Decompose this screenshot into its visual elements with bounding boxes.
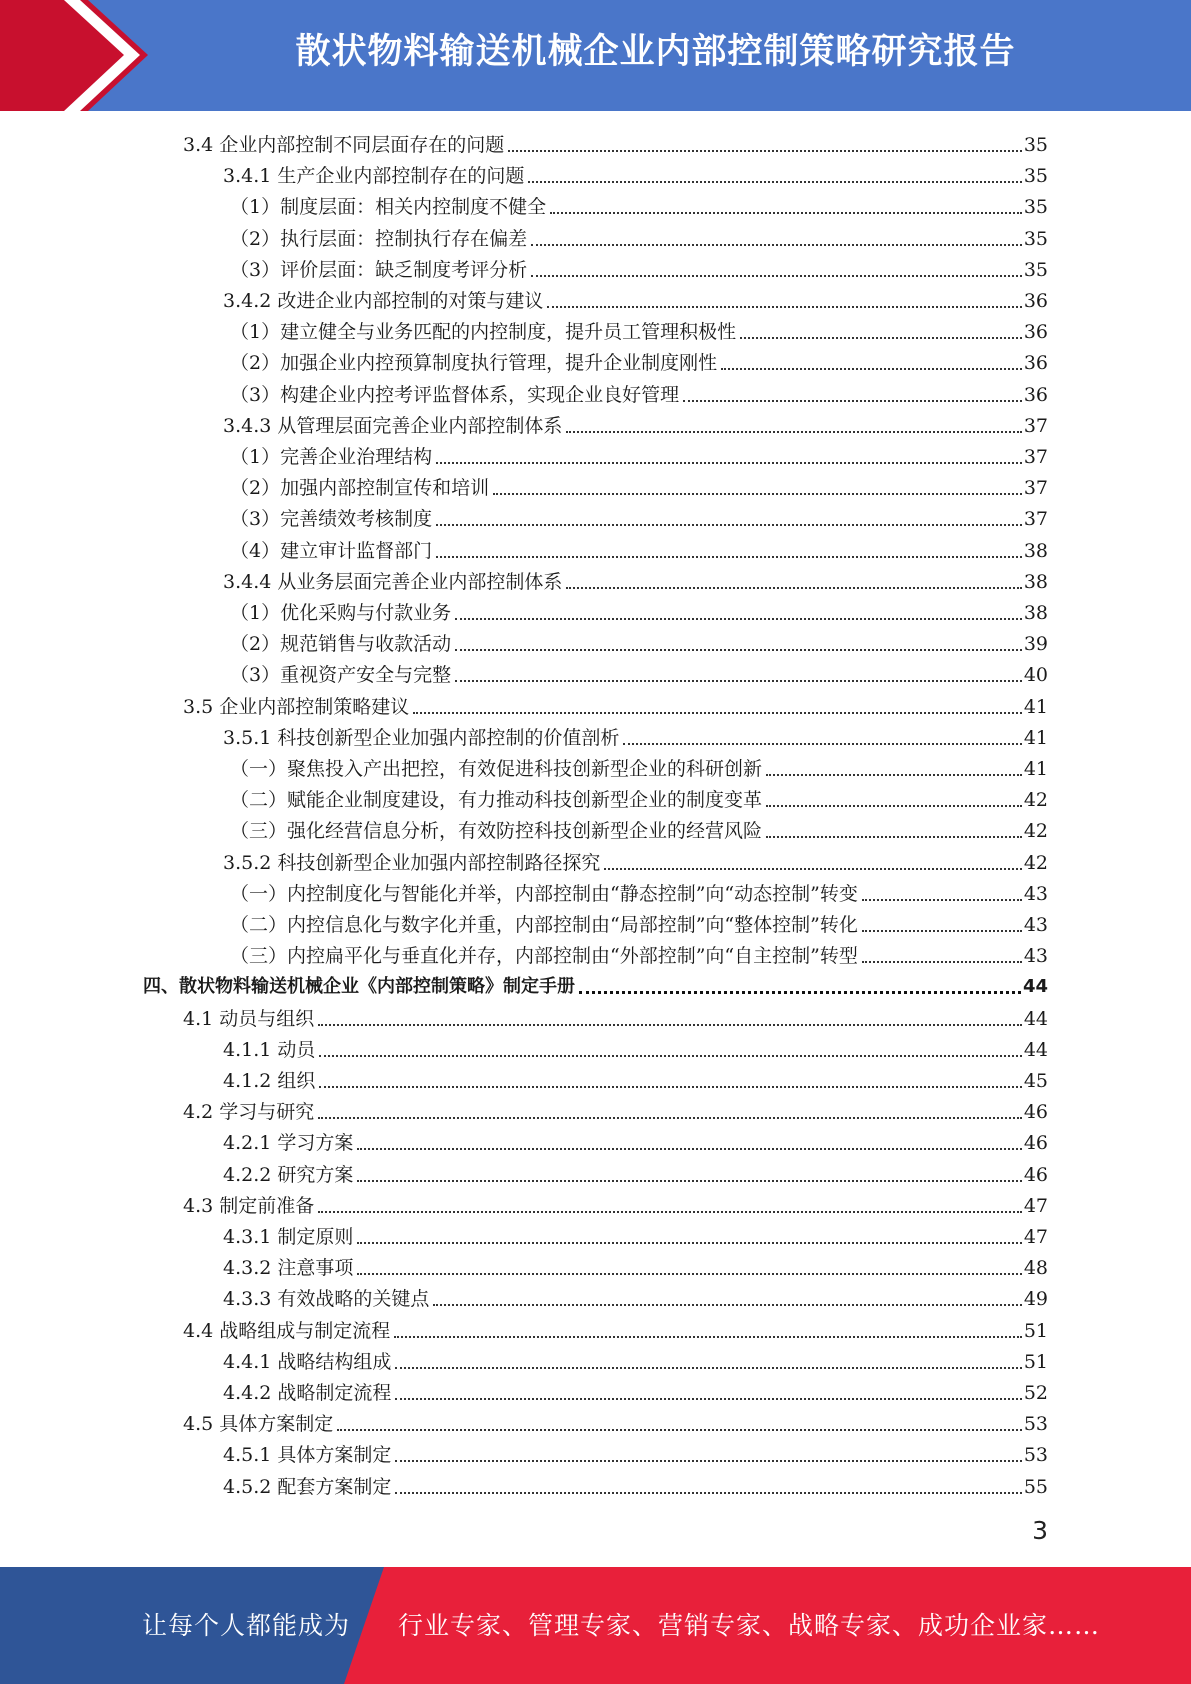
toc-leader-dots (740, 337, 1022, 339)
toc-entry-label: 4.5.1 具体方案制定 (223, 1444, 392, 1467)
toc-entry[interactable] (230, 657, 1048, 688)
toc-entry-label: 4.2 学习与研究 (183, 1101, 315, 1124)
toc-leader-dots (721, 368, 1022, 370)
toc-entry-page: 45 (1023, 1070, 1048, 1092)
toc-entry-label: （二）内控信息化与数字化并重，内部控制由“局部控制”向“整体控制”转化 (230, 914, 858, 936)
toc-entry-page: 42 (1023, 820, 1048, 843)
toc-entry[interactable] (230, 533, 1048, 564)
toc-entry-page: 46 (1023, 1101, 1048, 1124)
toc-leader-dots (766, 774, 1022, 776)
toc-entry-label: （2）规范销售与收款活动 (230, 633, 452, 656)
toc-leader-dots (508, 150, 1022, 152)
toc-entry-label: （二）赋能企业制度建设，有力推动科技创新型企业的制度变革 (230, 789, 763, 812)
toc-entry[interactable] (223, 158, 1048, 189)
toc-entry[interactable] (223, 1344, 1048, 1375)
toc-entry-label: 3.4.3 从管理层面完善企业内部控制体系 (223, 414, 563, 437)
toc-entry-label: （1）完善企业治理结构 (230, 446, 433, 468)
toc-entry[interactable] (223, 720, 1048, 751)
toc-entry-page: 36 (1023, 321, 1048, 344)
toc-leader-dots (604, 868, 1021, 870)
toc-leader-dots (766, 805, 1022, 807)
toc-entry-page: 35 (1023, 196, 1048, 219)
toc-entry-label: 3.5.2 科技创新型企业加强内部控制路径探究 (223, 851, 601, 874)
toc-entry-page: 38 (1023, 602, 1048, 624)
toc-entry[interactable] (183, 1001, 1048, 1032)
toc-entry[interactable] (230, 377, 1048, 408)
toc-entry[interactable] (230, 189, 1048, 220)
toc-entry-label: 4.1.2 组织 (223, 1070, 316, 1092)
report-title: 散状物料输送机械企业内部控制策略研究报告 (295, 32, 1016, 72)
toc-leader-dots (547, 306, 1021, 308)
toc-entry[interactable] (143, 969, 1048, 1000)
toc-leader-dots (433, 1304, 1021, 1306)
toc-entry-page: 38 (1023, 539, 1048, 562)
toc-entry-label: （2）加强内部控制宣传和培训 (230, 477, 490, 500)
toc-entry[interactable] (230, 782, 1048, 813)
toc-leader-dots (395, 1367, 1021, 1369)
toc-leader-dots (862, 899, 1022, 901)
toc-entry-page: 53 (1023, 1444, 1048, 1467)
toc-entry[interactable] (230, 938, 1048, 969)
toc-entry-page: 42 (1023, 851, 1048, 874)
toc-leader-dots (455, 649, 1022, 651)
toc-leader-dots (357, 1180, 1021, 1182)
toc-leader-dots (455, 618, 1022, 620)
toc-entry[interactable] (230, 876, 1048, 907)
toc-entry-page: 44 (1023, 1007, 1048, 1030)
page-number: 3 (1032, 1516, 1048, 1545)
toc-leader-dots (436, 462, 1022, 464)
toc-entry[interactable] (223, 408, 1048, 439)
toc-entry[interactable] (183, 127, 1048, 158)
toc-leader-dots (319, 1055, 1021, 1057)
toc-entry-label: （一）聚焦投入产出把控，有效促进科技创新型企业的科研创新 (230, 758, 763, 780)
toc-entry-label: （2）加强企业内控预算制度执行管理，提升企业制度刚性 (230, 352, 718, 375)
page-footer (0, 1567, 1191, 1684)
toc-entry-page: 41 (1023, 758, 1048, 780)
toc-entry-label: 4.4.2 战略制定流程 (223, 1382, 392, 1404)
toc-entry-page: 43 (1023, 914, 1048, 936)
toc-entry-label: 3.4 企业内部控制不同层面存在的问题 (183, 134, 505, 156)
toc-entry-label: 4.4.1 战略结构组成 (223, 1350, 392, 1373)
toc-entry-label: （三）强化经营信息分析，有效防控科技创新型企业的经营风险 (230, 820, 763, 843)
toc-entry[interactable] (223, 1125, 1048, 1156)
toc-entry-page: 36 (1023, 290, 1048, 312)
toc-entry[interactable] (223, 1250, 1048, 1281)
toc-entry-label: 3.4.1 生产企业内部控制存在的问题 (223, 165, 525, 188)
toc-entry-page: 52 (1023, 1382, 1048, 1404)
toc-leader-dots (766, 836, 1022, 838)
toc-entry-page: 51 (1023, 1319, 1048, 1342)
toc-entry-label: 4.3.2 注意事项 (223, 1257, 354, 1280)
toc-entry[interactable] (223, 1469, 1048, 1500)
toc-leader-dots (318, 1024, 1022, 1026)
toc-leader-dots (413, 712, 1022, 714)
toc-entry[interactable] (230, 470, 1048, 501)
toc-entry[interactable] (230, 751, 1048, 782)
toc-entry-page: 43 (1023, 882, 1048, 905)
toc-entry-page: 43 (1023, 945, 1048, 968)
toc-entry-label: （4）建立审计监督部门 (230, 539, 433, 562)
page-header (0, 0, 1191, 111)
toc-entry-label: 4.3 制定前准备 (183, 1194, 315, 1217)
toc-entry-label: 4.2.2 研究方案 (223, 1163, 354, 1186)
toc-entry-page: 39 (1023, 633, 1048, 656)
toc-entry-label: 3.5 企业内部控制策略建议 (183, 695, 410, 718)
toc-entry-label: 4.2.1 学习方案 (223, 1132, 354, 1155)
toc-entry[interactable] (230, 813, 1048, 844)
toc-entry-label: 4.1 动员与组织 (183, 1007, 315, 1030)
toc-entry[interactable] (230, 439, 1048, 470)
toc-entry[interactable] (223, 1375, 1048, 1406)
toc-leader-dots (579, 991, 1021, 994)
toc-leader-dots (357, 1242, 1021, 1244)
toc-entry-label: 四、散状物料输送机械企业《内部控制策略》制定手册 (143, 976, 575, 998)
toc-entry[interactable] (230, 626, 1048, 657)
toc-entry-page: 47 (1023, 1226, 1048, 1248)
toc-entry[interactable] (230, 907, 1048, 938)
toc-entry-page: 37 (1023, 446, 1048, 468)
toc-entry-page: 47 (1023, 1194, 1048, 1217)
toc-entry-label: （三）内控扁平化与垂直化并存，内部控制由“外部控制”向“自主控制”转型 (230, 945, 858, 968)
toc-leader-dots (395, 1492, 1021, 1494)
toc-entry-page: 51 (1023, 1350, 1048, 1373)
toc-leader-dots (683, 400, 1022, 402)
toc-entry-page: 37 (1023, 477, 1048, 500)
toc-entry[interactable] (183, 1188, 1048, 1219)
toc-entry-page: 36 (1023, 352, 1048, 375)
toc-entry-page: 36 (1023, 383, 1048, 406)
toc-leader-dots (337, 1429, 1022, 1431)
toc-entry[interactable] (223, 1063, 1048, 1094)
toc-leader-dots (395, 1398, 1021, 1400)
toc-entry-label: 4.5.2 配套方案制定 (223, 1475, 392, 1498)
toc-entry[interactable] (230, 221, 1048, 252)
toc-leader-dots (531, 244, 1022, 246)
toc-entry-page: 49 (1023, 1288, 1048, 1311)
toc-leader-dots (455, 680, 1022, 682)
toc-entry-label: （1）优化采购与付款业务 (230, 602, 452, 624)
toc-leader-dots (862, 961, 1022, 963)
footer-slogan-left: 让每个人都能成为 (142, 1611, 351, 1640)
toc-entry-label: 4.4 战略组成与制定流程 (183, 1319, 391, 1342)
toc-entry[interactable] (183, 1406, 1048, 1437)
toc-entry-page: 35 (1023, 165, 1048, 188)
toc-entry[interactable] (223, 845, 1048, 876)
toc-leader-dots (493, 493, 1022, 495)
toc-entry-page: 41 (1023, 695, 1048, 718)
toc-entry[interactable] (223, 1032, 1048, 1063)
toc-entry-page: 42 (1023, 789, 1048, 812)
toc-entry-page: 46 (1023, 1132, 1048, 1155)
toc-entry-label: 4.1.1 动员 (223, 1038, 316, 1061)
toc-entry-label: （3）评价层面：缺乏制度考评分析 (230, 258, 528, 281)
toc-entry-page: 46 (1023, 1163, 1048, 1186)
toc-entry[interactable] (223, 1219, 1048, 1250)
toc-entry[interactable] (223, 1157, 1048, 1188)
toc-entry[interactable] (230, 314, 1048, 345)
toc-entry-label: 4.5 具体方案制定 (183, 1413, 334, 1436)
toc-leader-dots (566, 587, 1021, 589)
toc-entry-page: 38 (1023, 570, 1048, 593)
toc-entry-page: 35 (1023, 258, 1048, 281)
toc-entry-label: （1）建立健全与业务匹配的内控制度，提升员工管理积极性 (230, 321, 737, 344)
toc-leader-dots (436, 556, 1022, 558)
toc-leader-dots (528, 181, 1021, 183)
toc-entry[interactable] (223, 1437, 1048, 1468)
toc-entry[interactable] (230, 595, 1048, 626)
toc-leader-dots (531, 275, 1022, 277)
toc-leader-dots (623, 743, 1021, 745)
toc-leader-dots (862, 930, 1022, 932)
toc-entry[interactable] (223, 1281, 1048, 1312)
toc-entry[interactable] (230, 501, 1048, 532)
toc-entry-page: 44 (1023, 1038, 1048, 1061)
footer-slogan-right: 行业专家、管理专家、营销专家、战略专家、成功企业家…… (398, 1611, 1101, 1640)
toc-leader-dots (436, 524, 1022, 526)
toc-entry[interactable] (230, 252, 1048, 283)
toc-leader-dots (566, 431, 1021, 433)
toc-entry-page: 55 (1023, 1475, 1048, 1498)
toc-entry-page: 37 (1023, 508, 1048, 531)
toc-leader-dots (394, 1336, 1022, 1338)
toc-entry-page: 41 (1023, 726, 1048, 749)
toc-entry-label: （1）制度层面：相关内控制度不健全 (230, 196, 547, 219)
toc-leader-dots (318, 1117, 1022, 1119)
toc-entry-label: （一）内控制度化与智能化并举，内部控制由“静态控制”向“动态控制”转变 (230, 882, 858, 905)
toc-entry-label: （3）重视资产安全与完整 (230, 664, 452, 687)
toc-entry-label: 3.5.1 科技创新型企业加强内部控制的价值剖析 (223, 726, 620, 749)
toc-leader-dots (357, 1273, 1021, 1275)
toc-entry-label: 4.3.3 有效战略的关键点 (223, 1288, 430, 1311)
toc-entry-label: （3）完善绩效考核制度 (230, 508, 433, 531)
toc-entry[interactable] (183, 1094, 1048, 1125)
toc-entry-page: 48 (1023, 1257, 1048, 1280)
toc-entry[interactable] (183, 689, 1048, 720)
toc-entry-page: 40 (1023, 664, 1048, 687)
toc-entry[interactable] (230, 345, 1048, 376)
toc-leader-dots (319, 1086, 1021, 1088)
toc-entry[interactable] (223, 564, 1048, 595)
toc-entry-page: 53 (1023, 1413, 1048, 1436)
toc-entry-page: 37 (1023, 414, 1048, 437)
toc-entry-page: 35 (1023, 134, 1048, 156)
toc-entry-label: （2）执行层面：控制执行存在偏差 (230, 227, 528, 250)
toc-entry[interactable] (183, 1313, 1048, 1344)
toc-leader-dots (550, 212, 1022, 214)
toc-entry-label: 3.4.2 改进企业内部控制的对策与建议 (223, 290, 544, 312)
toc-entry-label: （3）构建企业内控考评监督体系，实现企业良好管理 (230, 383, 680, 406)
toc-entry-label: 4.3.1 制定原则 (223, 1226, 354, 1248)
toc-entry-label: 3.4.4 从业务层面完善企业内部控制体系 (223, 570, 563, 593)
toc-entry-page: 35 (1023, 227, 1048, 250)
toc-leader-dots (357, 1148, 1021, 1150)
toc-leader-dots (318, 1211, 1022, 1213)
toc-entry[interactable] (223, 283, 1048, 314)
toc-leader-dots (395, 1460, 1021, 1462)
toc-entry-page: 44 (1022, 976, 1048, 998)
